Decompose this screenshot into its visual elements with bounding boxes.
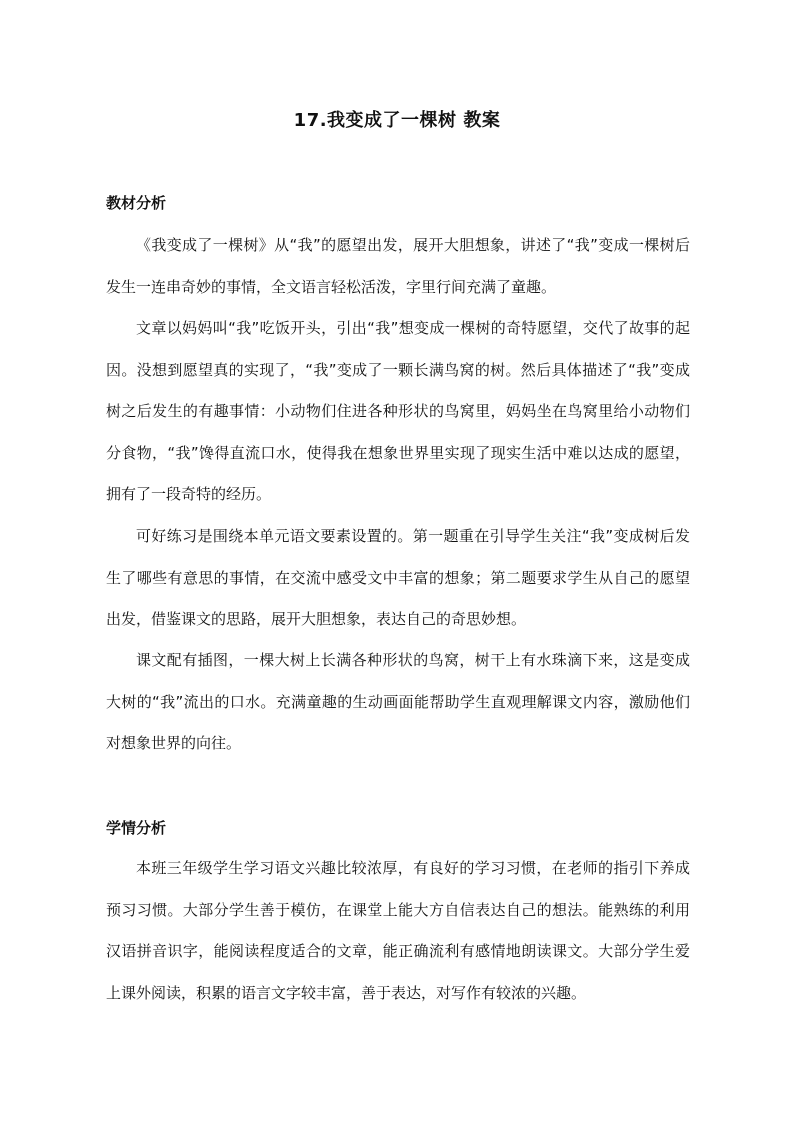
section-heading-textbook-analysis: 教材分析 — [106, 194, 167, 212]
section-heading-student-analysis: 学情分析 — [106, 819, 167, 837]
paragraph: 可好练习是围绕本单元语文要素设置的。第一题重在引导学生关注“我”变成树后发生了哪些有意思的事情，在交流中感受文中丰富的想象；第二题要求学生从自己的愿望出发，借鉴课文的思路，展开大胆想象，表达自己的奇思妙想。 — [106, 527, 690, 628]
paragraph: 文章以妈妈叫“我”吃饭开头，引出“我”想变成一棵树的奇特愿望，交代了故事的起因。没想到愿望真的实现了，“我”变成了一颗长满鸟窝的树。然后具体描述了“我”变成树之后发生的有趣事情：小动物们住进各种形状的鸟窝里，妈妈坐在鸟窝里给小动物们分食物，“我”馋得直流口水，使得我在想象世界里实现了现实生活中难以达成的愿望，拥有了一段奇特的经历。 — [106, 319, 690, 503]
paragraph: 本班三年级学生学习语文兴趣比较浓厚，有良好的学习习惯，在老师的指引下养成预习习惯。大部分学生善于模仿，在课堂上能大方自信表达自己的想法。能熟练的利用汉语拼音识字，能阅读程度适合的文章，能正确流利有感情地朗读课文。大部分学生爱上课外阅读，积累的语言文字较丰富，善于表达，对写作有较浓的兴趣。 — [106, 859, 690, 1002]
document-title: 17.我变成了一棵树 教案 — [293, 110, 501, 131]
paragraph: 课文配有插图，一棵大树上长满各种形状的鸟窝，树干上有水珠滴下来，这是变成大树的“我”流出的口水。充满童趣的生动画面能帮助学生直观理解课文内容，激励他们对想象世界的向往。 — [106, 651, 690, 752]
paragraph: 《我变成了一棵树》从“我”的愿望出发，展开大胆想象，讲述了“我”变成一棵树后发生一连串奇妙的事情，全文语言轻松活泼，字里行间充满了童趣。 — [106, 236, 690, 296]
